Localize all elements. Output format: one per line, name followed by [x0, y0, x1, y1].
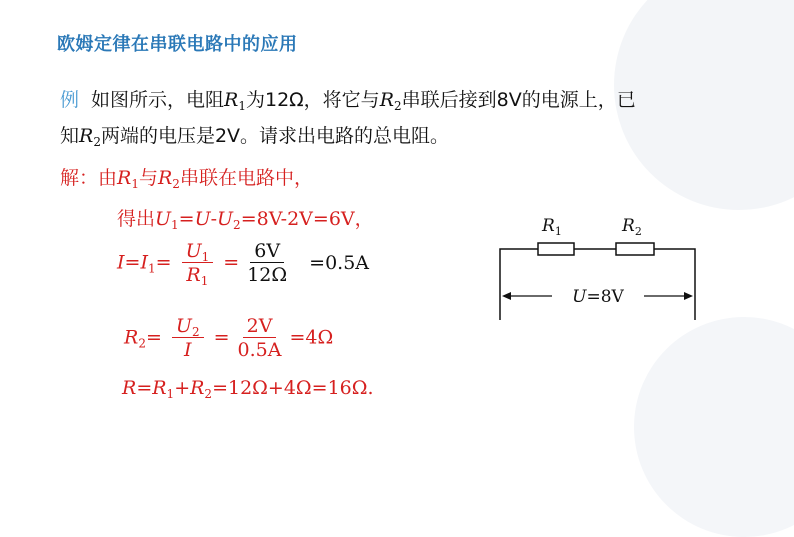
resistor-r2 — [616, 243, 654, 255]
resistor-r1 — [538, 243, 574, 255]
fraction-u2-i: $\frac{U_2}{I}$ — [172, 315, 204, 362]
label-r2: $R_2$ — [622, 216, 642, 238]
solution-step-total: $R=R_1+R_2=12\Omega+4\Omega=16\Omega$. — [122, 377, 374, 401]
page-title: 欧姆定律在串联电路中的应用 — [57, 34, 298, 55]
example-label: 例 — [60, 89, 80, 111]
arrow-right-icon — [684, 292, 693, 300]
voltage-label: U=8V — [572, 287, 624, 307]
solution-step-voltage: 得出$U_1=U-U_2=8V-2V=6V$， — [117, 208, 374, 232]
solution-intro: 解：由$R_1$与$R_2$串联在电路中， — [60, 167, 313, 191]
arrow-left-icon — [502, 292, 511, 300]
fraction-2v-0.5a: $\frac{2V}{0.5A}$ — [237, 315, 282, 361]
wire-right — [654, 249, 695, 320]
solution-step-current: $I=I_1=$ $\frac{U_1}{R_1}$ = $\frac{6V}{12\Omega}$ =0.5A — [117, 240, 370, 288]
label-r1: $R_1$ — [542, 216, 562, 238]
fraction-6v-12ohm: $\frac{6V}{12\Omega}$ — [247, 240, 288, 286]
circuit-diagram — [480, 205, 720, 325]
fraction-u1-r1: $\frac{U_1}{R_1}$ — [182, 240, 214, 287]
solution-step-resistance-r2: $R_2=$ $\frac{U_2}{I}$ = $\frac{2V}{0.5A}$ =4Ω — [124, 315, 334, 361]
decor-circle-bottom — [634, 317, 794, 537]
wire-left — [500, 249, 538, 320]
problem-text: 例 如图所示，电阻$R_1$为12Ω，将它与$R_2$串联后接到8V的电源上，已 知$R_2$两端的电压是2V。请求出电路的总电阻。 — [60, 89, 636, 149]
